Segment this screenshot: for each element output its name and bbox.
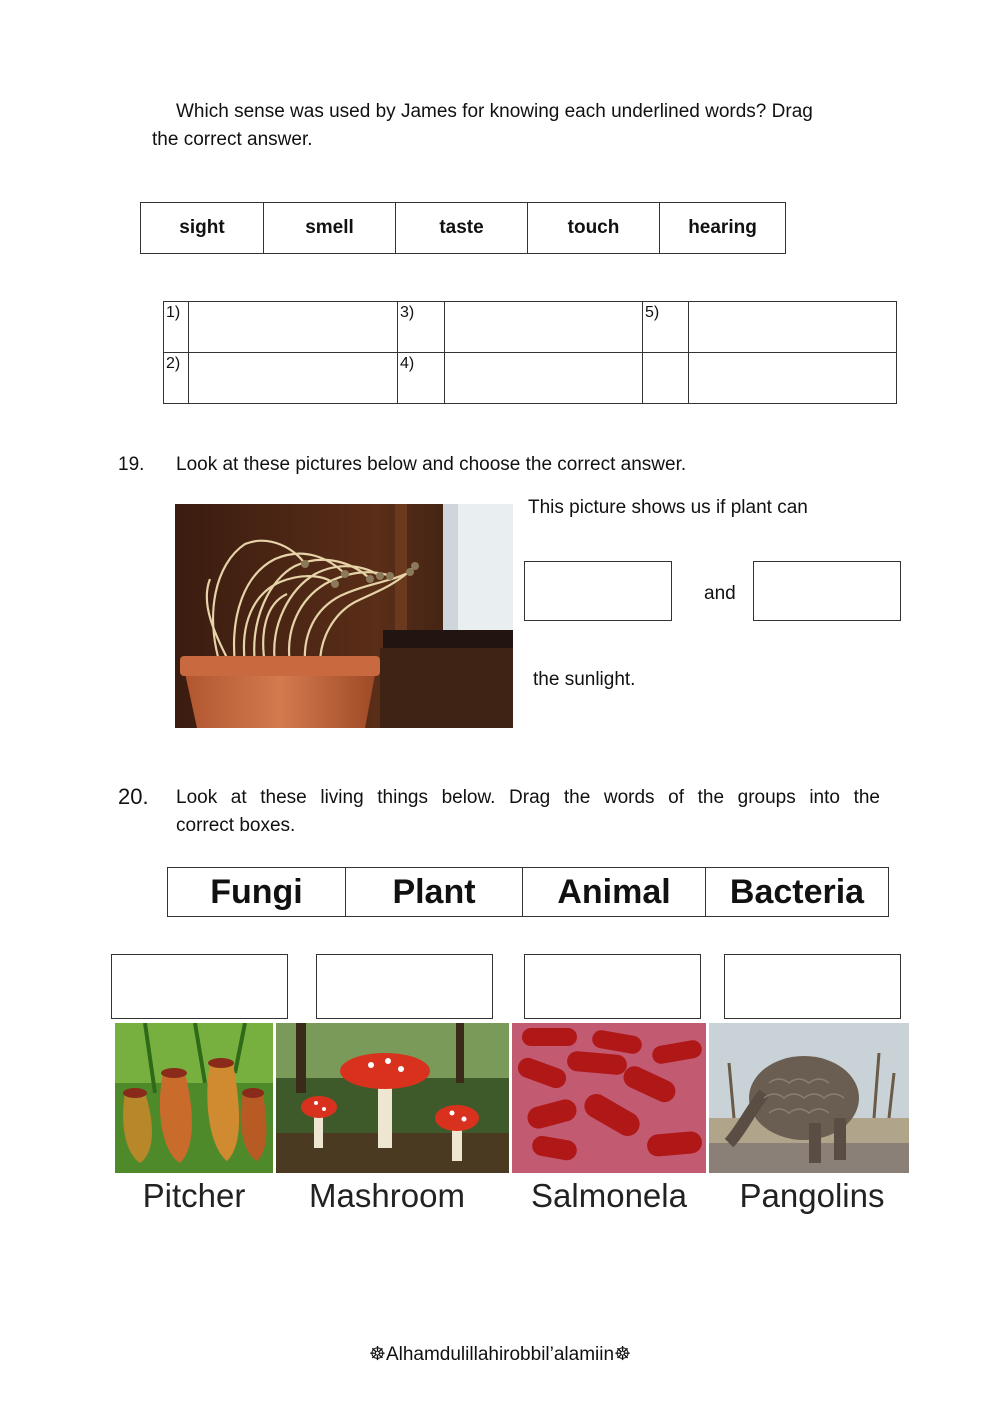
empty-cell: [689, 353, 897, 404]
option-smell[interactable]: smell: [264, 203, 396, 253]
phototropism-plant-photo: [175, 504, 513, 728]
q18-instruction-line1: Which sense was used by James for knowing each underlined words? Drag: [176, 101, 813, 122]
pitcher-plant-photo: [115, 1023, 273, 1173]
q18-instruction-line2: the correct answer.: [152, 129, 313, 150]
sense-word-bank: [140, 202, 786, 254]
q20-number: 20.: [118, 784, 149, 809]
option-taste[interactable]: taste: [396, 203, 528, 253]
group-fungi[interactable]: Fungi: [168, 868, 346, 916]
caption-salmonela: Salmonela: [531, 1177, 687, 1214]
caption-mashroom: Mashroom: [309, 1177, 465, 1214]
label-5: 5): [643, 302, 689, 353]
option-hearing[interactable]: hearing: [688, 217, 757, 238]
sense-answer-grid: [163, 301, 897, 404]
q20-drop-box-pangolins[interactable]: [724, 954, 901, 1019]
q20-instruction-line1: Look at these living things below. Drag the words of the groups into the: [176, 787, 880, 808]
drop-box-1[interactable]: [189, 302, 398, 353]
q19-connector: and: [704, 583, 736, 604]
q20-drop-box-mashroom[interactable]: [316, 954, 493, 1019]
pangolin-photo: [709, 1023, 909, 1173]
group-word-bank: [167, 867, 889, 917]
q19-sentence-end: the sunlight.: [533, 669, 636, 690]
q19-drop-box-2[interactable]: [753, 561, 901, 621]
label-2: 2): [164, 353, 189, 404]
group-bacteria[interactable]: Bacteria: [729, 872, 865, 911]
mushroom-photo: [276, 1023, 509, 1173]
q20-drop-box-pitcher[interactable]: [111, 954, 288, 1019]
group-animal[interactable]: Animal: [523, 868, 706, 916]
empty-label-cell: [643, 353, 689, 404]
label-1: 1): [164, 302, 189, 353]
footer-text: ☸Alhamdulillahirobbil’alamiin☸: [368, 1344, 632, 1365]
caption-pitcher: Pitcher: [142, 1177, 246, 1214]
q20-drop-box-salmonela[interactable]: [524, 954, 701, 1019]
option-sight[interactable]: sight: [141, 203, 264, 253]
q20-instruction-line2: correct boxes.: [176, 815, 296, 836]
drop-box-5[interactable]: [689, 302, 897, 353]
group-plant[interactable]: Plant: [346, 868, 523, 916]
salmonella-bacteria-photo: [512, 1023, 706, 1173]
label-3: 3): [398, 302, 445, 353]
caption-pangolins: Pangolins: [739, 1177, 885, 1214]
drop-box-4[interactable]: [445, 353, 643, 404]
q19-sentence-start: This picture shows us if plant can: [528, 497, 808, 518]
option-touch[interactable]: touch: [528, 203, 660, 253]
drop-box-2[interactable]: [189, 353, 398, 404]
drop-box-3[interactable]: [445, 302, 643, 353]
q19-instruction: Look at these pictures below and choose the correct answer.: [176, 454, 687, 475]
q19-drop-box-1[interactable]: [524, 561, 672, 621]
q19-number: 19.: [118, 454, 145, 475]
label-4: 4): [398, 353, 445, 404]
